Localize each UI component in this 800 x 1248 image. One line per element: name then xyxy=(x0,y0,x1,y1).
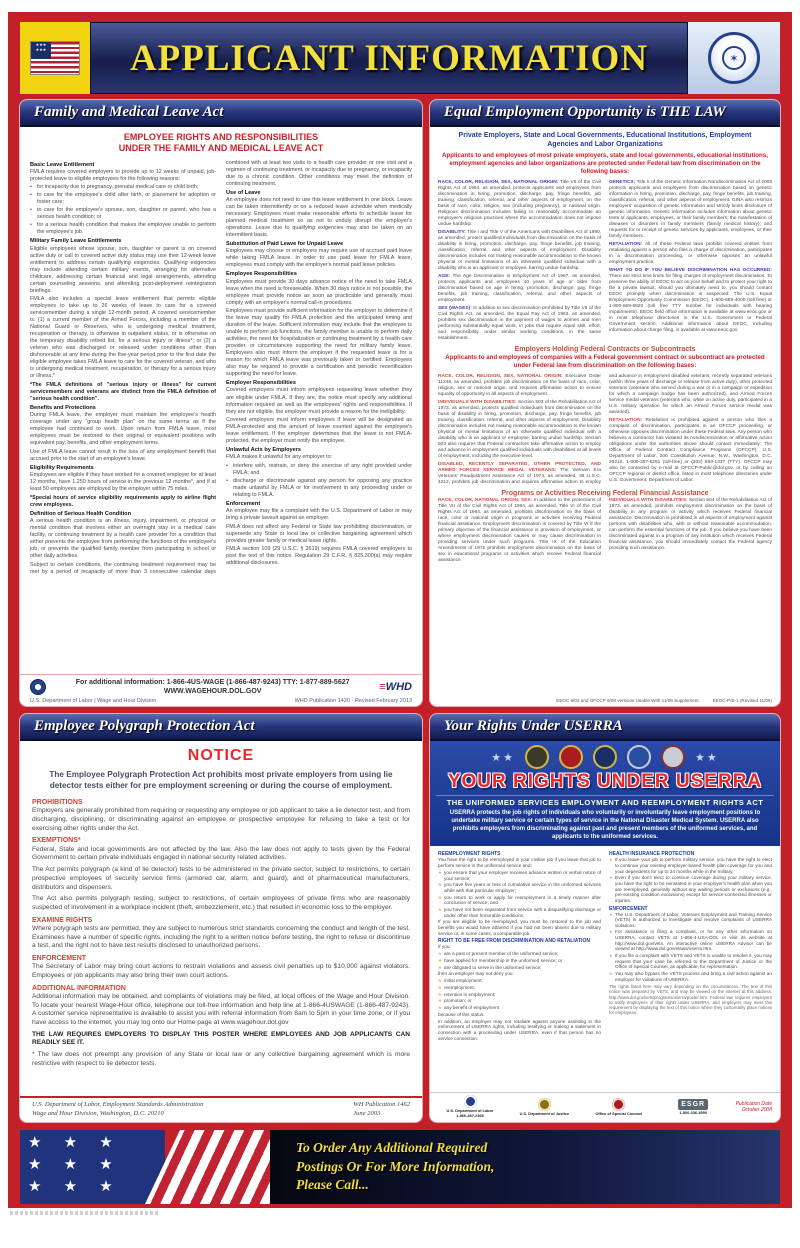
section-heading: ENFORCEMENT xyxy=(32,954,87,962)
userra-intro: USERRA protects the job rights of individuals who voluntarily or involuntarily leave employment positions to undertake military service or certain types of service in the National Disaster Medical System. USERRA also prohibits employers from discriminating against past and present members of the uniformed services, and applicants to the uniformed services. xyxy=(449,810,761,841)
userra-banner-subtitle: THE UNIFORMED SERVICES EMPLOYMENT AND REEMPLOYMENT RIGHTS ACT xyxy=(436,795,774,807)
section-heading: ENFORCEMENT xyxy=(609,905,648,912)
osc-caption: Office of Special Counsel xyxy=(595,1110,643,1116)
eeo-panel xyxy=(430,100,780,706)
dol-caption: U.S. Department of Labor 1-866-487-2365 xyxy=(446,1108,494,1119)
section-heading: RETALIATION: xyxy=(609,417,646,423)
polygraph-pub-line1: WH Publication 1462 xyxy=(353,1101,410,1109)
paragraph: Employees are eligible if they have worked for a covered employer for at least 12 months, have 1,250 hours of service in the previous 12 months*, and if at least 50 employees are employed by the employer within 75 miles. xyxy=(30,472,216,493)
us-great-seal-icon xyxy=(708,32,760,84)
paragraph: Additional information may be obtained, and complaints of violations may be filed, at local offices of the Wage and Hour Division. To locate your nearest Wage-Hour office, telephone our toll-free information and help line at 1-866-4USWAGE (1-866-487-9243). A customer service representative is available to assist you with referral information from 8am to 5pm in your time zone; or if you have access to the internet, you may log onto our Home page at www.wagehour.dol.gov xyxy=(32,992,410,1026)
paragraph: FMLA section 109 (29 U.S.C. § 2619) requires FMLA covered employers to post the text of this notice. Regulation 29 C.F.R. § 825.300(a) may require additional disclosures. xyxy=(226,546,412,567)
section xyxy=(226,271,412,378)
paragraph: Employers are generally prohibited from requiring or requesting any employee or job applicant to take a lie detector test, and from discharging, disciplining, or discriminating against an employee or prospective employee for refusing to take a test or for exercising other rights under the Act. xyxy=(32,807,410,832)
polygraph-agency-line1: U.S. Department of Labor, Employment Standards Administration xyxy=(32,1101,204,1109)
section-heading: GENETICS: xyxy=(609,180,637,186)
section xyxy=(609,906,772,983)
poster xyxy=(8,12,792,1208)
inline-section: RETALIATION: Retaliation is prohibited against a person who files a complaint of discrimination, participates in an OFCCP proceeding, or otherwise opposes discrimination under these Federal laws. Any person who believes a contractor has violated its nondiscrimination or affirmative action obligations under the authorities above should contact immediately: The Office of Federal Contract Compliance Programs (OFCCP), U.S. Department of Labor, 200 Constitution Avenue, N.W., Washington, D.C. 20210, 1-800-397-6251 (toll-free) or (202) 693-1337 (TTY). OFCCP may also be contacted by e-mail at OFCCP-Public@dol.gov, or by calling an OFCCP regional or district office, listed in most telephone directories under U.S. Government, Department of Labor. xyxy=(609,417,772,483)
bullet-icon: • xyxy=(30,207,32,214)
inline-section: GENETICS: Title II of the Genetic Information Nondiscrimination Act of 2008 protects applicants and employees from discrimination based on genetic information in hiring, promotion, discharge, pay, fringe benefits, job training, classification, referral, and other aspects of employment. GINA also restricts employers' acquisition of genetic information and strictly limits disclosure of genetic information. Genetic information includes information about genetic tests of applicants, employees, or their family members; the manifestation of diseases or disorders in family members (family medical history); and requests for or receipt of genetic services by applicants, employees, or their family members. xyxy=(609,180,773,240)
paragraph: You have the right to be reemployed in your civilian job if you leave that job to perform service in the uniformed service and: xyxy=(438,857,601,869)
stars-right-icon: ★★ xyxy=(695,751,719,764)
section xyxy=(609,418,772,484)
paragraph: FMLA does not affect any Federal or State law prohibiting discrimination, or supersede any State or local law or collective bargaining agreement which provides greater family or medical leave rights. xyxy=(226,523,412,544)
paragraph: Subject to certain conditions, the continuing treatment requirement may be met by a period of incapacity of more than 3 consecutive calendar days combined with at least two visits to a health care provider or one visit and a regimen of continuing treatment, or incapacity due to pregnancy, or incapacity due to a chronic condition. Other conditions may meet the definition of continuing treatment. xyxy=(30,159,412,575)
order-banner-band xyxy=(270,1130,780,1204)
section-heading: Employer Responsibilities xyxy=(226,380,296,387)
poster-header xyxy=(20,22,780,94)
bullet-icon: ✯ xyxy=(438,964,442,970)
section-heading: REEMPLOYMENT RIGHTS xyxy=(438,851,501,858)
paragraph: Covered employers must inform employees if leave will be designated as FMLA-protected and the amount of leave counted against the employee's leave entitlement. If the employer determines that the leave is not FMLA-protected, the employer must notify the employee. xyxy=(226,417,412,445)
paragraph: Covered employers must inform employees requesting leave whether they are eligible under FMLA. If they are, the notice must specify any additional information required as well as the employees' rights and responsibilities. If they are not eligible, the employer must provide a reason for the ineligibility. xyxy=(226,387,412,415)
section xyxy=(30,162,216,237)
section-heading: INDIVIDUALS WITH DISABILITIES: xyxy=(438,400,518,406)
bullet-item: ✯ If you leave your job to perform military service, you have the right to elect to continue your existing employer-based health plan coverage for you and your dependents for up to 24 months while in the military. xyxy=(609,857,772,874)
paragraph: An employee may file a complaint with the U.S. Department of Labor or may bring a private lawsuit against an employer. xyxy=(226,508,412,522)
fmla-contact xyxy=(76,678,350,696)
eeo-block3-body xyxy=(430,497,780,565)
bullet-icon: ✯ xyxy=(438,894,442,900)
bullet-icon: ✯ xyxy=(609,952,613,958)
header-flag-block xyxy=(20,22,90,94)
eeo-block2-body xyxy=(430,373,780,487)
esgr-caption: 1-800-336-4590 xyxy=(679,1109,708,1115)
polygraph-panel-title: Employee Polygraph Protection Act xyxy=(20,714,422,741)
bullet-item: ✯ you return to work or apply for reemployment in a timely manner after conclusion of service; and xyxy=(438,894,601,906)
doj-logo xyxy=(512,1098,576,1117)
inline-section: RACE, COLOR, RELIGION, SEX, NATIONAL ORIGIN: Title VII of the Civil Rights Act of 1964, as amended, protects applicants and employees from discrimination in hiring, promotion, discharge, pay, fringe benefits, job training, classification, referral, and other aspects of employment, on the basis of race, color, religion, sex (including pregnancy), or national origin. Religious discrimination includes failing to reasonably accommodate an employee's religious practices where the accommodation does not impose undue hardship. xyxy=(438,180,601,228)
bullet-item: • to care for the employee's spouse, son, daughter or parent, who has a serious health condition; or xyxy=(30,207,216,221)
bullet-item: • interfere with, restrain, or deny the exercise of any right provided under FMLA; and xyxy=(226,462,412,476)
us-flag-icon xyxy=(31,42,79,74)
paragraph: The Secretary of Labor may bring court actions to restrain violations and assess civil penalties up to $10,000 against violators. Employees or job applicants may also bring their own court actions. xyxy=(32,963,410,979)
paragraph: THE LAW REQUIRES EMPLOYERS TO DISPLAY THIS POSTER WHERE EMPLOYEES AND JOB APPLICANTS CAN READILY SEE IT. xyxy=(32,1030,410,1047)
header-title-band xyxy=(90,22,688,94)
paragraph: Federal, State and local governments are not affected by the law. Also the law does not apply to tests given by the Federal Government to certain private individuals engaged in national security related activities. xyxy=(32,845,410,862)
section xyxy=(609,498,772,552)
bullet-item: • for a serious health condition that makes the employee unable to perform the employee's job. xyxy=(30,222,216,236)
section xyxy=(609,242,772,266)
bullet-item: ✯ promotion; or xyxy=(438,998,472,1004)
bullet-icon: • xyxy=(30,192,32,199)
air-force-seal-icon xyxy=(627,745,651,769)
paragraph: The rights listed here may vary depending on the circumstances. The text of this notice was prepared by VETS, and may be viewed on the internet at this address: http://www.dol.gov/vets/programs/userra/poster.htm. Federal law requires employers to notify employees of their rights under USERRA, and employers may meet this requirement by displaying the text of this notice where they customarily place notices for employees. xyxy=(609,984,772,1015)
paragraph: The Act permits polygraph (a kind of lie detector) tests to be administered in the private sector, subject to restrictions, to certain prospective employees of security service firms (armored car, alarm, and guard), and of pharmaceutical manufacturers, distributors and dispensers. xyxy=(32,866,410,891)
eeo-audience: Private Employers, State and Local Governments, Educational Institutions, Employment Agencies and Labor Organizations xyxy=(458,132,752,149)
section-heading: HEALTH INSURANCE PROTECTION xyxy=(609,851,695,858)
section-heading: Substitution of Paid Leave for Unpaid Leave xyxy=(226,240,344,247)
bullet-item: ✯ The U.S. Department of Labor, Veterans Employment and Training Service (VETS) is authorized to investigate and resolve complaints of USERRA violations. xyxy=(609,911,772,928)
eeo-footer xyxy=(430,696,780,706)
esgr-logo xyxy=(661,1099,725,1116)
section xyxy=(32,916,410,951)
fmla-panel-title: Family and Medical Leave Act xyxy=(20,100,422,127)
fmla-contact-line: For additional information: 1-866-4US-WAGE (1-866-487-9243) TTY: 1-877-889-5627 xyxy=(75,678,350,686)
bullet-icon: ✯ xyxy=(438,998,442,1004)
polygraph-notice: NOTICE xyxy=(187,747,255,764)
fmla-website: WWW.WAGEHOUR.DOL.GOV xyxy=(163,687,262,695)
section xyxy=(438,851,601,936)
section xyxy=(30,238,216,403)
polygraph-agency xyxy=(32,1101,203,1118)
paragraph: Employees must provide 30 days advance notice of the need to take FMLA leave when the need is foreseeable. When 30 days notice is not possible, the employee must provide notice as soon as practicable and generally must comply with an employer's normal call-in procedures. xyxy=(226,278,412,306)
polygraph-footer xyxy=(20,1096,422,1122)
inline-section: SEX (WAGES): In addition to sex discrimination prohibited by Title VII of the Civil Rights Act, as amended, the Equal Pay Act of 1963, as amended, prohibits sex discrimination in the payment of wages to women and men performing substantially equal work, in jobs that require equal skill, effort, and responsibility, under similar working conditions, in the same establishment. xyxy=(438,306,601,341)
userra-panel xyxy=(430,714,780,1122)
polygraph-body xyxy=(20,793,422,1096)
paragraph: In addition, an employer may not retaliate against anyone assisting in the enforcement of USERRA rights, including testifying or making a statement in connection with a proceeding under USERRA, even if that person has no service connection. xyxy=(438,1018,601,1041)
eeo-block3-header: Programs or Activities Receiving Federal Financial Assistance xyxy=(501,489,709,497)
eeo-block1-body xyxy=(430,179,780,343)
bullet-item: ✯ initial employment; xyxy=(438,978,483,984)
paragraph: During FMLA leave, the employer must maintain the employee's health coverage under any "group health plan" on the same terms as if the employee had continued to work. Upon return from FMLA leave, most employees must be restored to their original or equivalent positions with equivalent pay, benefits, and other employment terms. xyxy=(30,412,216,447)
bullet-icon: ✯ xyxy=(438,985,442,991)
userra-pub-line2: October 2008 xyxy=(741,1107,772,1114)
inline-section: RETALIATION: All of these Federal laws prohibit covered entities from retaliating against a person who files a charge of discrimination, participates in a discrimination proceeding, or otherwise opposes an unlawful employment practice. xyxy=(609,242,772,266)
bottom-row xyxy=(20,714,780,1122)
doj-seal-icon xyxy=(538,1098,551,1111)
polygraph-publication xyxy=(353,1101,410,1118)
bullet-item: ✯ retention in employment; xyxy=(438,991,496,997)
userra-right-column xyxy=(609,849,772,1089)
bullet-item: ✯ you ensure that your employer receives advance written or verbal notice of your service; xyxy=(438,870,601,881)
userra-publication xyxy=(736,1101,772,1114)
section-heading: Basic Leave Entitlement xyxy=(30,161,95,168)
section xyxy=(226,241,412,269)
paragraph: A serious health condition is an illness, injury, impairment, or physical or mental condition that involves either an overnight stay in a medical care facility, or continuing treatment by a health care provider for a condition that either prevents the employee from performing the functions of the employee's job, or prevents the qualified family member from participating in school or other daily activities. xyxy=(30,518,216,560)
section xyxy=(438,400,601,460)
inline-section: INDIVIDUALS WITH DISABILITIES: Section 504 of the Rehabilitation Act of 1973, as amended, prohibits employment discrimination on the basis of disability in any program or activity which receives Federal financial assistance. Discrimination is prohibited in all aspects of employment against persons with disabilities who, with or without reasonable accommodation, can perform the essential functions of the job. If you believe you have been discriminated against in a program of any institution which receives Federal financial assistance, you should immediately contact the Federal agency providing such assistance. xyxy=(609,497,772,551)
bullet-item: ✯ you have five years or less of cumulative service in the uniformed services while with that particular employer; xyxy=(438,882,601,894)
bullet-item: ✯ have applied for membership in the uniformed service; or xyxy=(438,957,563,963)
bullet-icon: ✯ xyxy=(438,951,442,957)
section xyxy=(438,374,601,398)
fmla-heading-line1: EMPLOYEE RIGHTS AND RESPONSIBILITIES xyxy=(123,132,319,142)
paragraph: * The law does not preempt any provision of any State or local law or any collective bargaining agreement which is more restrictive with respect to lie detector tests. xyxy=(32,1051,410,1067)
userra-left-column xyxy=(438,849,601,1089)
section xyxy=(609,268,772,334)
polygraph-intro: The Employee Polygraph Protection Act prohibits most private employers from using lie detector tests either for pre employment screening or during the course of employment. xyxy=(49,770,393,791)
section xyxy=(30,405,216,463)
section xyxy=(609,984,772,1015)
section-heading: Unlawful Acts by Employers xyxy=(226,447,302,454)
eeo-footer-versions: EEOC 9/02 and OFCCP 9/08 versions Usable With 11/09 Supplement xyxy=(556,698,699,703)
esgr-logo-text: ESGR xyxy=(678,1099,708,1110)
order-banner xyxy=(20,1130,780,1204)
section-heading: Employee Responsibilities xyxy=(226,271,297,278)
section xyxy=(438,306,601,342)
userra-seals-row xyxy=(436,745,774,769)
section xyxy=(609,180,772,240)
army-seal-icon xyxy=(525,745,549,769)
osc-logo xyxy=(587,1098,651,1117)
fmla-footer-top xyxy=(30,678,412,696)
header-seal-block xyxy=(688,22,780,94)
section xyxy=(438,274,601,304)
section xyxy=(438,938,601,1041)
paragraph: Employees must provide sufficient information for the employer to determine if the leave may qualify for FMLA protection and the anticipated timing and duration of the leave. Sufficient information may include that the employee is unable to perform job functions, the family member is unable to perform daily activities, the need for hospitalization or continuing treatment by a health care provider, or circumstances supporting the need for military family leave. Employees also must inform the employer if the requested leave is for a reason for which FMLA leave was previously taken or certified. Employees also may be required to provide a certification and periodic recertification supporting the need for leave. xyxy=(226,308,412,378)
userra-banner xyxy=(430,741,780,846)
bullet-item: • to care for the employee's child after birth, or placement for adoption or foster care; xyxy=(30,192,216,206)
bullet-item: • for incapacity due to pregnancy, prenatal medical care or child birth; xyxy=(30,184,199,191)
section-heading: RACE, COLOR, NATIONAL ORIGIN, SEX: xyxy=(438,497,534,503)
bullet-item: ✯ you have not been separated from service with a disqualifying discharge or under other than honorable conditions. xyxy=(438,907,601,918)
eeo-block2-header: Employers Holding Federal Contracts or Subcontracts xyxy=(514,345,696,353)
waving-flag-icon xyxy=(20,1130,270,1204)
page-title: APPLICANT INFORMATION xyxy=(129,37,649,79)
bullet-item: ✯ are obligated to serve in the uniformed service; xyxy=(438,964,542,970)
inline-section: AGE: The Age Discrimination in Employment Act of 1967, as amended, protects applicants and employees 40 years of age or older from discrimination based on age in hiring, promotion, discharge, pay, fringe benefits, job training, classification, referral, and other aspects of employment. xyxy=(438,274,601,304)
section-heading: RACE, COLOR, RELIGION, SEX, NATIONAL ORIGIN: xyxy=(438,180,560,186)
paragraph: Use of FMLA leave cannot result in the loss of any employment benefit that accrued prior to the start of an employee's leave. xyxy=(30,448,216,462)
bullet-icon: ✯ xyxy=(438,870,442,876)
inline-section: INDIVIDUALS WITH DISABILITIES: Section 503 of the Rehabilitation Act of 1973, as amended, protects qualified individuals from discrimination on the basis of disability in hiring, promotion, discharge, pay, fringe benefits, job training, classification, referral, and other aspects of employment. Disability discrimination includes not making reasonable accommodation to the known physical or mental limitations of an otherwise qualified individual with a disability who is an applicant or employee, barring undue hardship. Section 503 also requires that Federal contractors take affirmative action to employ and advance in employment qualified individuals with disabilities at all levels of employment, including the executive level. xyxy=(438,400,601,459)
paragraph: FMLA requires covered employers to provide up to 12 weeks of unpaid, job-protected leave to eligible employees for the following reasons: xyxy=(30,168,216,182)
inline-section: WHAT TO DO IF YOU BELIEVE DISCRIMINATION HAS OCCURRED: There are strict time limits for filing charges of employment discrimination. To preserve the ability of EEOC to act on your behalf and to protect your right to file a private lawsuit, should you ultimately need to, you should contact EEOC promptly when discrimination is suspected: The U.S. Equal Employment Opportunity Commission (EEOC), 1-800-669-4000 (toll free) or 1-800-669-6820 (toll free TTY number for individuals with hearing impairments). EEOC field office information is available at www.eeoc.gov or in most telephone directories in the U.S. Government or Federal Government section. Additional information about EEOC, including information about charge filing, is available at www.eeoc.gov. xyxy=(609,268,772,333)
bullet-item: ✯ For assistance in filing a complaint, or for any other information on USERRA, contact VETS at 1-866-4-USA-DOL or visit its website at http://www.dol.gov/vets. An interactive online USERRA Advisor can be viewed at http://www.dol.gov/elaws/userra.htm. xyxy=(609,929,772,952)
whd-flag-icon: ≡ xyxy=(379,680,386,693)
paragraph: *Special hours of service eligibility requirements apply to airline flight crew employees. xyxy=(30,494,216,508)
section xyxy=(438,498,601,564)
paragraph: If you: xyxy=(438,944,451,950)
inline-section: RACE, COLOR, NATIONAL ORIGIN, SEX: In addition to the protections of Title VII of the Civil Rights Act of 1964, as amended, Title VI of the Civil Rights Act of 1964, as amended, prohibits discrimination on the basis of race, color or national origin in programs or activities receiving Federal financial assistance. Employment discrimination is covered by Title VI if the primary objective of the financial assistance is provision of employment, or where employment discrimination causes or may cause discrimination in providing services under such programs. Title IX of the Education Amendments of 1972 prohibits employment discrimination on the basis of sex in educational programs or activities which receive Federal financial assistance. xyxy=(438,497,601,563)
section-heading: EXEMPTIONS* xyxy=(32,837,81,845)
section-heading: ADDITIONAL INFORMATION xyxy=(32,984,126,992)
whd-logo xyxy=(379,681,412,693)
inline-section: DISABILITY: Title I and Title V of the Americans with Disabilities Act of 1990, as amended, protect qualified individuals from discrimination on the basis of disability in hiring, promotion, discharge, pay, fringe benefits, job training, classification, referral, and other aspects of employment. Disability discrimination includes not making reasonable accommodation to the known physical or mental limitations of an otherwise qualified individual with a disability who is an applicant or employee, barring undue hardship. xyxy=(438,230,601,272)
section-heading: RETALIATION: xyxy=(609,242,645,248)
fmla-heading xyxy=(20,127,422,158)
section-heading: AGE: xyxy=(438,274,453,280)
eeo-panel-title: Equal Employment Opportunity is THE LAW xyxy=(430,100,780,127)
navy-seal-icon xyxy=(593,745,617,769)
section xyxy=(226,447,412,499)
section xyxy=(609,851,772,903)
top-row xyxy=(20,100,780,706)
polygraph-pub-line2: June 2003 xyxy=(353,1109,381,1117)
inline-section: DISABLED, RECENTLY SEPARATED, OTHER PROTECTED, AND ARMED FORCES SERVICE MEDAL VETERANS: The Vietnam Era Veterans' Readjustment Assistance Act of 1974, as amended, 38 U.S.C. 4212, prohibits job discrimination and requires affirmative action to employ and advance in employment disabled veterans, recently separated veterans (within three years of discharge or release from active duty), other protected veterans (veterans who served during a war or in a campaign or expedition for which a campaign badge has been authorized), and Armed Forces service medal veterans (veterans who, while on active duty, participated in a U.S. military operation for which an Armed Forces service medal was awarded). xyxy=(438,374,772,485)
section xyxy=(438,230,601,272)
section-heading: DISABLED, RECENTLY SEPARATED, OTHER PROTECTED, AND ARMED FORCES SERVICE MEDAL VETERANS: xyxy=(438,461,601,473)
paragraph: FMLA makes it unlawful for any employer to: xyxy=(226,454,333,461)
coast-guard-seal-icon xyxy=(661,745,685,769)
paragraph: Where polygraph tests are permitted, they are subject to numerous strict standards concerning the conduct and length of the test. Examinees have a number of specific rights, including the right to a written notice before testing, the right to refuse or discontinue a test, and the right not to have test results disclosed to unauthorized persons. xyxy=(32,924,410,950)
paragraph: because of this status. xyxy=(438,1011,485,1017)
eeo-footer-publication: EEOC-P/E-1 (Revised 11/09) xyxy=(712,698,772,703)
bullet-icon: ✯ xyxy=(438,978,442,984)
inline-section: RACE, COLOR, RELIGION, SEX, NATIONAL ORIGIN: Executive Order 11246, as amended, prohibits job discrimination on the basis of race, color, religion, sex or national origin, and requires affirmative action to ensure equality of opportunity in all aspects of employment. xyxy=(438,374,601,398)
section-heading: DISABILITY: xyxy=(438,230,468,236)
bullet-icon: ✯ xyxy=(609,929,613,935)
userra-banner-title: YOUR RIGHTS UNDER USERRA xyxy=(447,771,763,792)
bullet-item: ✯ Even if you don't elect to continue coverage during your military service, you have the right to be reinstated in your employer's health plan when you are reemployed, generally without any waiting periods or exclusions (e.g., pre-existing condition exclusions) except for service-connected illnesses or injuries. xyxy=(609,875,772,903)
section-heading: PROHIBITIONS xyxy=(32,799,83,807)
userra-pub-line1: Publication Date xyxy=(735,1100,772,1107)
dol-seal-icon xyxy=(464,1095,477,1108)
bullet-item: ✯ reemployment; xyxy=(438,985,476,991)
dol-vets-logo xyxy=(438,1095,502,1119)
fmla-publication: WHD Publication 1420 · Revised February 2013 xyxy=(294,698,412,704)
section xyxy=(32,954,410,981)
bullet-icon: • xyxy=(30,184,32,191)
fmla-footer-bottom xyxy=(30,698,412,704)
eeo-block2-intro: Applicants to and employees of companies with a Federal government contract or subcontract are protected under Federal law from discrimination on the following bases: xyxy=(445,353,765,370)
copyright-microtext xyxy=(10,1211,160,1215)
section-heading: Benefits and Protections xyxy=(30,405,96,412)
section-heading: INDIVIDUALS WITH DISABILITIES: xyxy=(609,497,689,503)
userra-footer xyxy=(430,1092,780,1122)
section xyxy=(32,984,410,1028)
section-heading: Enforcement xyxy=(226,500,261,507)
fmla-panel xyxy=(20,100,422,706)
fmla-body xyxy=(20,158,422,674)
section xyxy=(226,190,412,239)
bullet-icon: ✯ xyxy=(609,911,613,917)
section-heading: RIGHT TO BE FREE FROM DISCRIMINATION AND RETALIATION xyxy=(438,938,590,945)
section-heading: Military Family Leave Entitlements xyxy=(30,238,122,245)
section-heading: Definition of Serious Health Condition xyxy=(30,510,131,517)
section xyxy=(32,798,410,833)
bullet-icon: ✯ xyxy=(438,957,442,963)
eeo-block1-intro: Applicants to and employees of most private employers, state and local governments, educational institutions, employment agencies and labor organizations are protected under Federal law from discrimination on the following bases: xyxy=(442,152,768,176)
bullet-item: ✯ any benefit of employment xyxy=(438,1004,499,1010)
fmla-heading-line2: UNDER THE FAMILY AND MEDICAL LEAVE ACT xyxy=(118,143,324,154)
bullet-item: ✯ You may also bypass the VETS process and bring a civil action against an employer for violations of USERRA. xyxy=(609,970,772,982)
section-heading: RACE, COLOR, RELIGION, SEX, NATIONAL ORIGIN: xyxy=(438,374,566,380)
bullet-icon: ✯ xyxy=(438,907,442,912)
doj-caption: U.S. Department of Justice xyxy=(519,1110,570,1116)
marines-seal-icon xyxy=(559,745,583,769)
paragraph: FMLA also includes a special leave entitlement that permits eligible employees to take up to 26 weeks of leave to care for a covered servicemember during a single 12-month period. A covered servicemember is: (1) a current member of the Armed Forces, including a member of the National Guard or Reserves, who is undergoing medical treatment, recuperation or therapy, is otherwise in outpatient status, or is otherwise on the temporary disability retired list, for a serious injury or illness*; or (2) a veteran who was discharged or released under conditions other than dishonorable at any time during the five-year period prior to the first date the eligible employee takes FMLA leave to care for the covered veteran, and who is undergoing medical treatment, recuperation, or therapy for a serious injury or illness.* xyxy=(30,296,216,380)
order-line2: Postings Or For More Information, xyxy=(296,1158,495,1174)
userra-columns xyxy=(430,846,780,1092)
section xyxy=(438,180,601,228)
seal-eagle-icon: ✶ xyxy=(722,46,746,70)
paragraph: Eligible employees whose spouse, son, daughter or parent is on covered active duty or call to covered active duty status may use their 12-week leave entitlement to address certain qualifying exigencies. Qualifying exigencies may include attending certain military events, arranging for alternative childcare, addressing certain financial and legal arrangements, attending certain counseling sessions, and attending post-deployment reintegration briefings. xyxy=(30,245,216,294)
paragraph: Employees may choose or employers may require use of accrued paid leave while taking FMLA leave. In order to use paid leave for FMLA leave, employees must comply with the employer's normal paid leave policies. xyxy=(226,248,412,269)
section xyxy=(32,1031,410,1069)
section xyxy=(226,380,412,445)
section xyxy=(32,836,410,912)
polygraph-agency-line2: Wage and Hour Division, Washington, D.C. 20210 xyxy=(32,1109,164,1117)
bullet-item: ✯ If you file a complaint with VETS and VETS is unable to resolve it, you may request that your case be referred to the Department of Justice or the Office of Special Counsel, as applicable, for representation. xyxy=(609,952,772,970)
bullet-icon: • xyxy=(226,477,228,484)
osc-seal-icon xyxy=(612,1098,625,1111)
bullet-icon: ✯ xyxy=(438,1004,442,1010)
section-heading: SEX (WAGES): xyxy=(438,306,474,312)
bullet-item: • discharge or discriminate against any person for opposing any practice made unlawful by FMLA or for involvement in any proceeding under or relating to FMLA. xyxy=(226,477,412,498)
paragraph: The Act also permits polygraph testing, subject to restrictions, of certain employees of private firms who are reasonably suspected of involvement in a workplace incident (theft, embezzlement, etc.) that resulted in economic loss to the employer. xyxy=(32,895,410,911)
section-heading: WHAT TO DO IF YOU BELIEVE DISCRIMINATION HAS OCCURRED: xyxy=(609,268,772,274)
bullet-icon: ✯ xyxy=(609,970,613,976)
polygraph-panel xyxy=(20,714,422,1122)
flag-canton: ★★★ ★★★ xyxy=(31,42,51,59)
order-line1: To Order Any Additional Required xyxy=(296,1139,488,1155)
paragraph: *The FMLA definitions of "serious injury or illness" for current servicemembers and veterans are distinct from the FMLA definition of "serious health condition". xyxy=(30,381,216,402)
section-heading: Use of Leave xyxy=(226,189,261,196)
fmla-agency: U.S. Department of Labor | Wage and Hour Division xyxy=(30,698,157,704)
stars-left-icon: ★★ xyxy=(491,751,515,764)
bullet-icon: • xyxy=(226,462,228,469)
section-heading: EXAMINE RIGHTS xyxy=(32,916,93,924)
bullet-icon: ✯ xyxy=(438,882,442,888)
paragraph: then an employer may not deny you: xyxy=(438,971,514,977)
section xyxy=(226,501,412,567)
bullet-icon: ✯ xyxy=(609,875,613,881)
paragraph: If you are eligible to be reemployed, you must be restored to the job and benefits you would have attained if you had not been absent due to military service or, in some cases, a comparable job. xyxy=(438,919,601,936)
flag-stars: ★ ★ ★ ★ ★ ★ ★ ★ ★ xyxy=(20,1130,165,1204)
whd-logo-text: WHD xyxy=(385,680,412,693)
bullet-item: ✯ are a past or present member of the uniformed service; xyxy=(438,951,559,957)
bullet-icon: ✯ xyxy=(438,991,442,997)
section-heading: Eligibility Requirements xyxy=(30,464,94,471)
fmla-footer xyxy=(20,674,422,706)
order-line3: Please Call... xyxy=(296,1177,369,1193)
bullet-icon: ✯ xyxy=(609,857,613,863)
paragraph: An employee does not need to use this leave entitlement in one block. Leave can be taken intermittently or on a reduced leave schedule when medically necessary. Employees must make reasonable efforts to schedule leave for planned medical treatment so as not to unduly disrupt the employer's operations. Leave due to qualifying exigencies may also be taken on an intermittent basis. xyxy=(226,196,412,238)
dol-seal-icon xyxy=(30,679,46,695)
bullet-icon: • xyxy=(30,222,32,229)
userra-panel-title: Your Rights Under USERRA xyxy=(430,714,780,741)
section xyxy=(30,465,216,509)
